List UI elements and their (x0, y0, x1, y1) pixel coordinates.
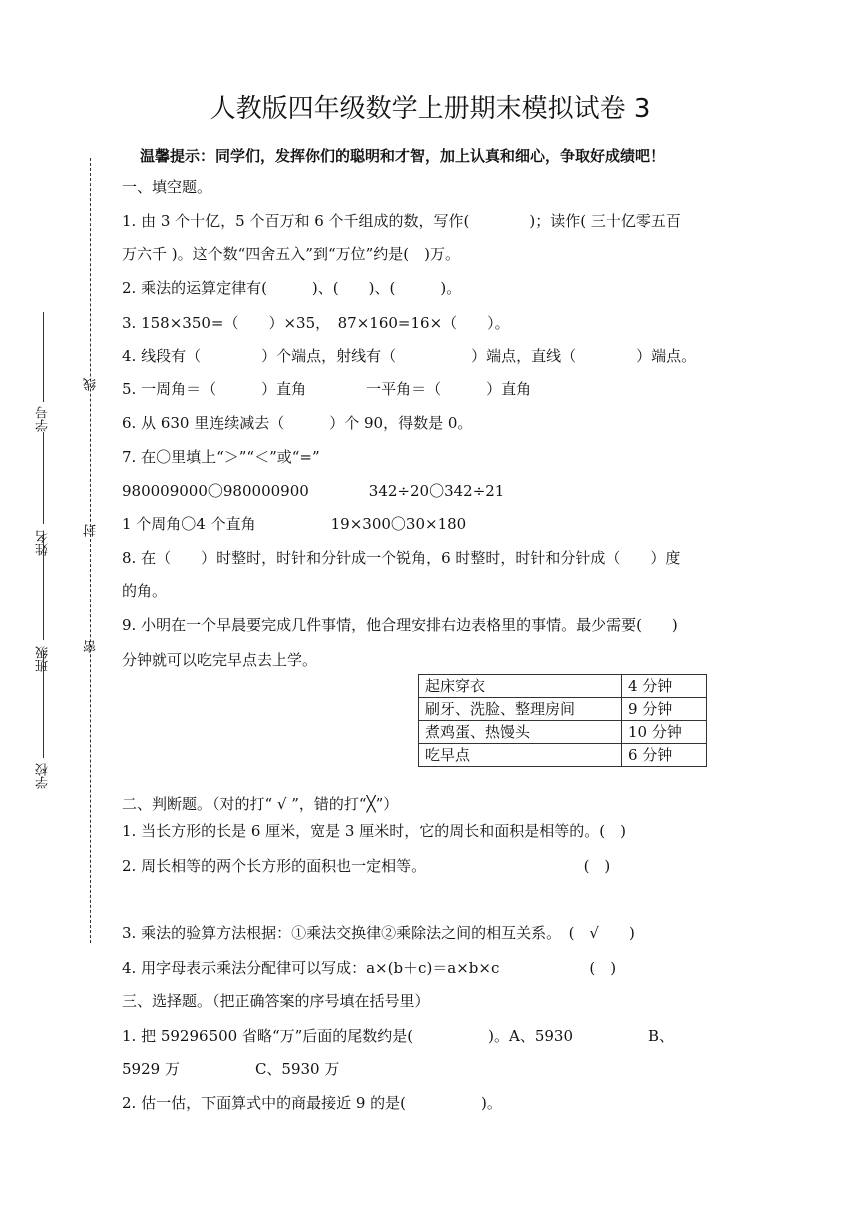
school-label: 学校 (36, 763, 51, 789)
number-blank (43, 312, 44, 402)
table-row: 吃早点 6 分钟 (419, 744, 707, 767)
question-line: 分钟就可以吃完早点去上学。 (122, 651, 318, 669)
section-fill-heading: 一、填空题。 (122, 178, 213, 196)
page-title: 人教版四年级数学上册期末模拟试卷 3 (209, 94, 651, 124)
binding-dashed-line (90, 158, 91, 943)
question-line: 1. 把 59296500 省略“万”后面的尾数约是( )。A、5930 B、 (122, 1027, 675, 1045)
table-row: 起床穿衣 4 分钟 (419, 675, 707, 698)
question-line: 的角。 (122, 582, 168, 600)
number-label: 学号 (36, 406, 51, 432)
question-line: 3. 158×350=（ ）×35， 87×160=16×（ ）。 (122, 314, 510, 332)
question-line: 5. 一周角＝（ ）直角 一平角＝（ ）直角 (122, 380, 532, 398)
question-line: 1. 由 3 个十亿，5 个百万和 6 个千组成的数，写作( )；读作( 三十亿零五百 (122, 212, 681, 230)
question-line: 4. 用字母表示乘法分配律可以写成：a×(b＋c)＝a×b×c ( ) (122, 959, 617, 977)
question-line: 8. 在（ ）时整时，时针和分针成一个锐角，6 时整时，时针和分针成（ ）度 (122, 549, 681, 567)
section-judge-heading: 二、判断题。（对的打“ √ ”，错的打“╳”） (122, 795, 399, 813)
question-line: 9. 小明在一个早晨要完成几件事情，他合理安排右边表格里的事情。最少需要( ) (122, 616, 678, 634)
name-label: 姓名 (36, 530, 51, 556)
question-line: 2. 乘法的运算定律有( )、( )、( )。 (122, 279, 462, 297)
question-line: 2. 周长相等的两个长方形的面积也一定相等。 ( ) (122, 857, 611, 875)
class-label: 班级 (36, 646, 51, 672)
question-line: 7. 在〇里填上“＞”“＜”或“=” (122, 448, 320, 466)
question-line: 1. 当长方形的长是 6 厘米，宽是 3 厘米时，它的周长和面积是相等的。( ) (122, 822, 626, 840)
question-line: 1 个周角〇4 个直角 19×300〇30×180 (122, 515, 467, 533)
section-choice-heading: 三、选择题。（把正确答案的序号填在括号里） (122, 992, 430, 1010)
question-line: 万六千 )。这个数“四舍五入”到“万位”约是( )万。 (122, 245, 461, 263)
name-blank (43, 432, 44, 524)
schedule-table (418, 674, 707, 767)
seal-xian: 线 (84, 378, 99, 391)
table-row: 煮鸡蛋、热馒头 10 分钟 (419, 721, 707, 744)
question-line: 6. 从 630 里连续减去（ ）个 90，得数是 0。 (122, 414, 473, 432)
question-line: 5929 万 C、5930 万 (122, 1060, 340, 1078)
question-line: 4. 线段有（ ）个端点，射线有（ ）端点，直线（ ）端点。 (122, 347, 697, 365)
tip-text: 温馨提示：同学们，发挥你们的聪明和才智，加上认真和细心，争取好成绩吧！ (140, 147, 666, 165)
table-row: 刷牙、洗脸、整理房间 9 分钟 (419, 698, 707, 721)
seal-feng: 封 (84, 524, 99, 537)
seal-mi: 密 (84, 640, 99, 653)
question-line: 980009000〇980000900 342÷20〇342÷21 (122, 482, 505, 500)
question-line: 3. 乘法的验算方法根据：①乘法交换律②乘除法之间的相互关系。 ( √ ) (122, 924, 635, 942)
question-line: 2. 估一估，下面算式中的商最接近 9 的是( )。 (122, 1094, 502, 1112)
